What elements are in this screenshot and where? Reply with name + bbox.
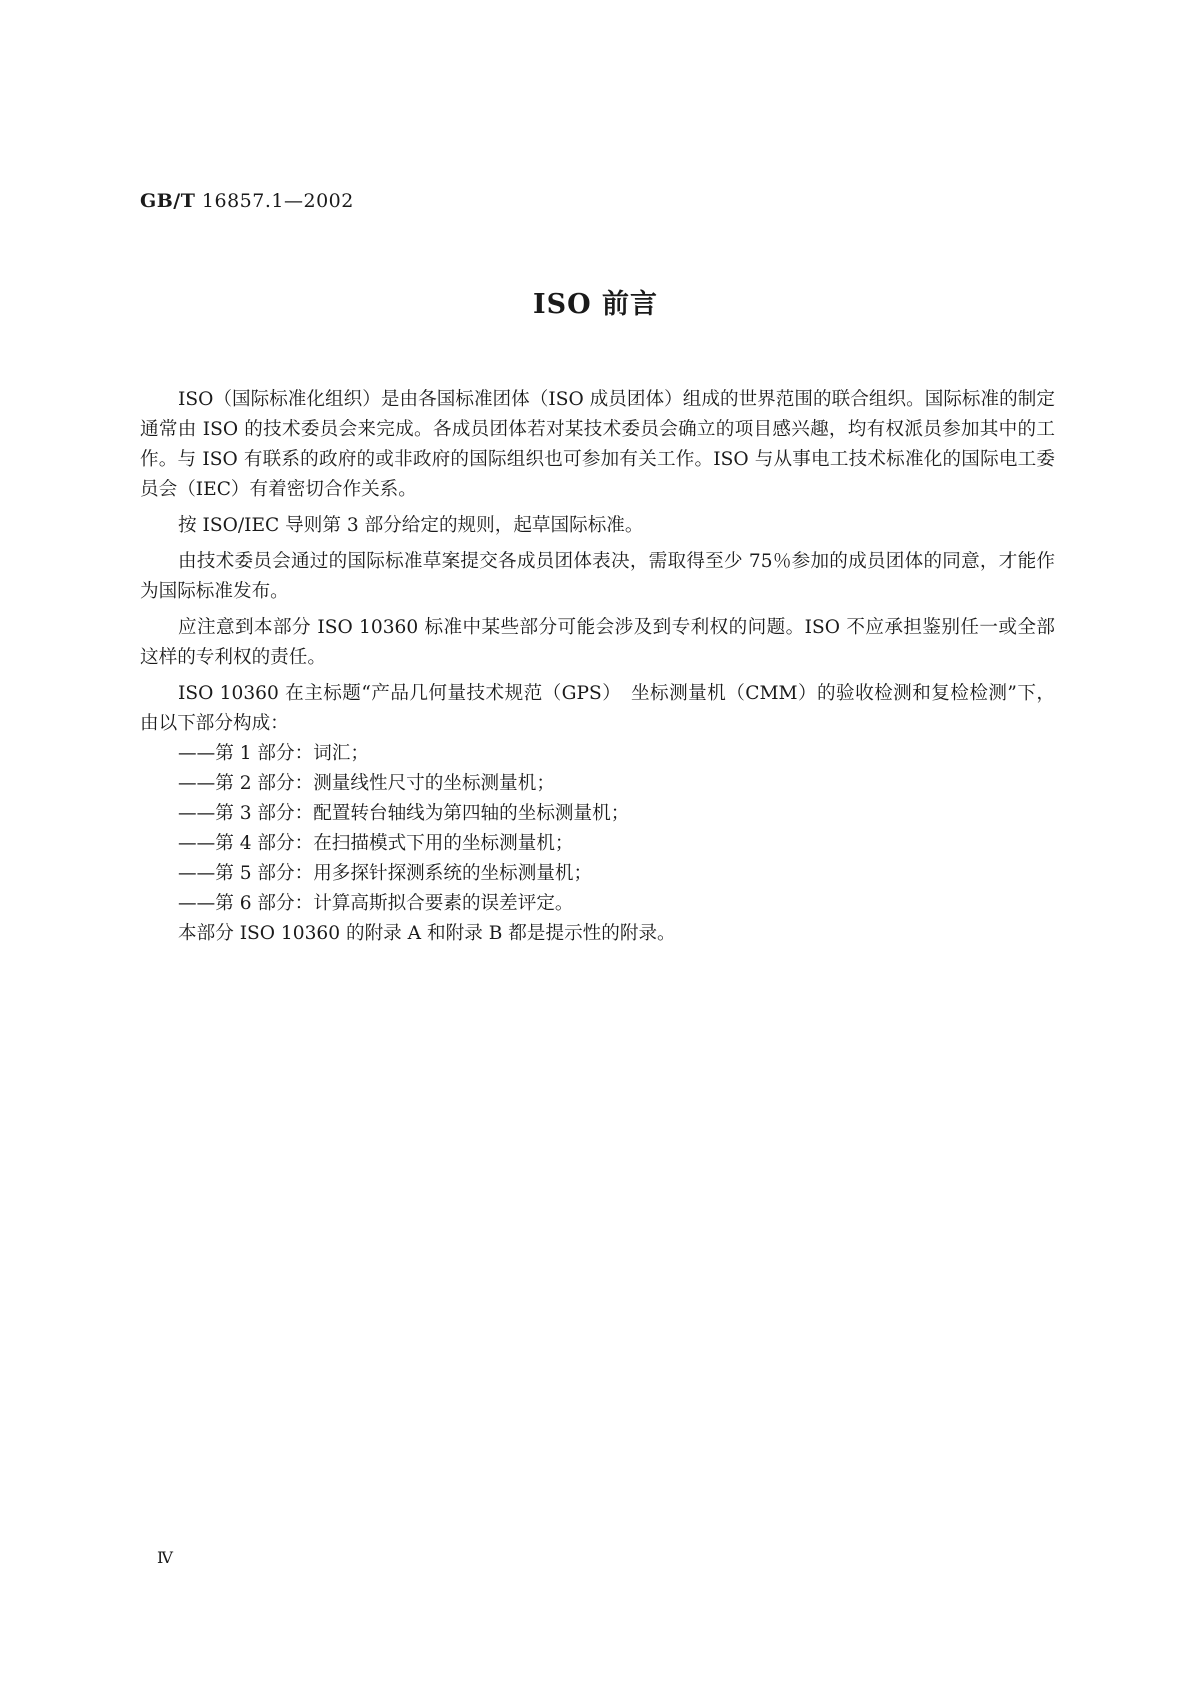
standard-prefix: GB/T (140, 190, 196, 212)
paragraph-closing: 本部分 ISO 10360 的附录 A 和附录 B 都是提示性的附录。 (178, 923, 676, 944)
list-item: ——第 2 部分：测量线性尺寸的坐标测量机； (178, 773, 555, 794)
page-title: ISO 前言 (532, 289, 659, 320)
paragraph-patent: 应注意到本部分 ISO 10360 标准中某些部分可能会涉及到专利权的问题。ISO 不应承担鉴别任一或全部这样的专利权的责任。 (140, 617, 1055, 668)
list-item: ——第 6 部分：计算高斯拟合要素的误差评定。 (178, 893, 574, 914)
document-header (140, 190, 354, 212)
paragraph-voting: 由技术委员会通过的国际标准草案提交各成员团体表决，需取得至少 75％参加的成员团体的同意，才能作为国际标准发布。 (140, 551, 1055, 602)
list-item: ——第 5 部分：用多探针探测系统的坐标测量机； (178, 863, 593, 884)
paragraph-structure: ISO 10360 在主标题“产品几何量技术规范（GPS） 坐标测量机（CMM）的验收检测和复检检测”下，由以下部分构成： (140, 683, 1055, 734)
list-item: ——第 4 部分：在扫描模式下用的坐标测量机； (178, 833, 574, 854)
list-item: ——第 1 部分：词汇； (178, 743, 369, 764)
paragraph-drafting-rules: 按 ISO/IEC 导则第 3 部分给定的规则，起草国际标准。 (178, 515, 644, 536)
document-body (140, 385, 1055, 949)
standard-number: 16857.1—2002 (201, 190, 354, 212)
list-item: ——第 3 部分：配置转台轴线为第四轴的坐标测量机； (178, 803, 630, 824)
page-number: Ⅳ (157, 1548, 173, 1567)
paragraph-iso-intro: ISO（国际标准化组织）是由各国标准团体（ISO 成员团体）组成的世界范围的联合组织。国际标准的制定通常由 ISO 的技术委员会来完成。各成员团体若对某技术委员会确立的项目感兴趣，均有权派员参加其中的工作。与 ISO 有联系的政府的或非政府的国际组织也可参加有关工作。ISO 与从事电工技术标准化的国际电工委员会（IEC）有着密切合作关系。 (140, 389, 1055, 500)
